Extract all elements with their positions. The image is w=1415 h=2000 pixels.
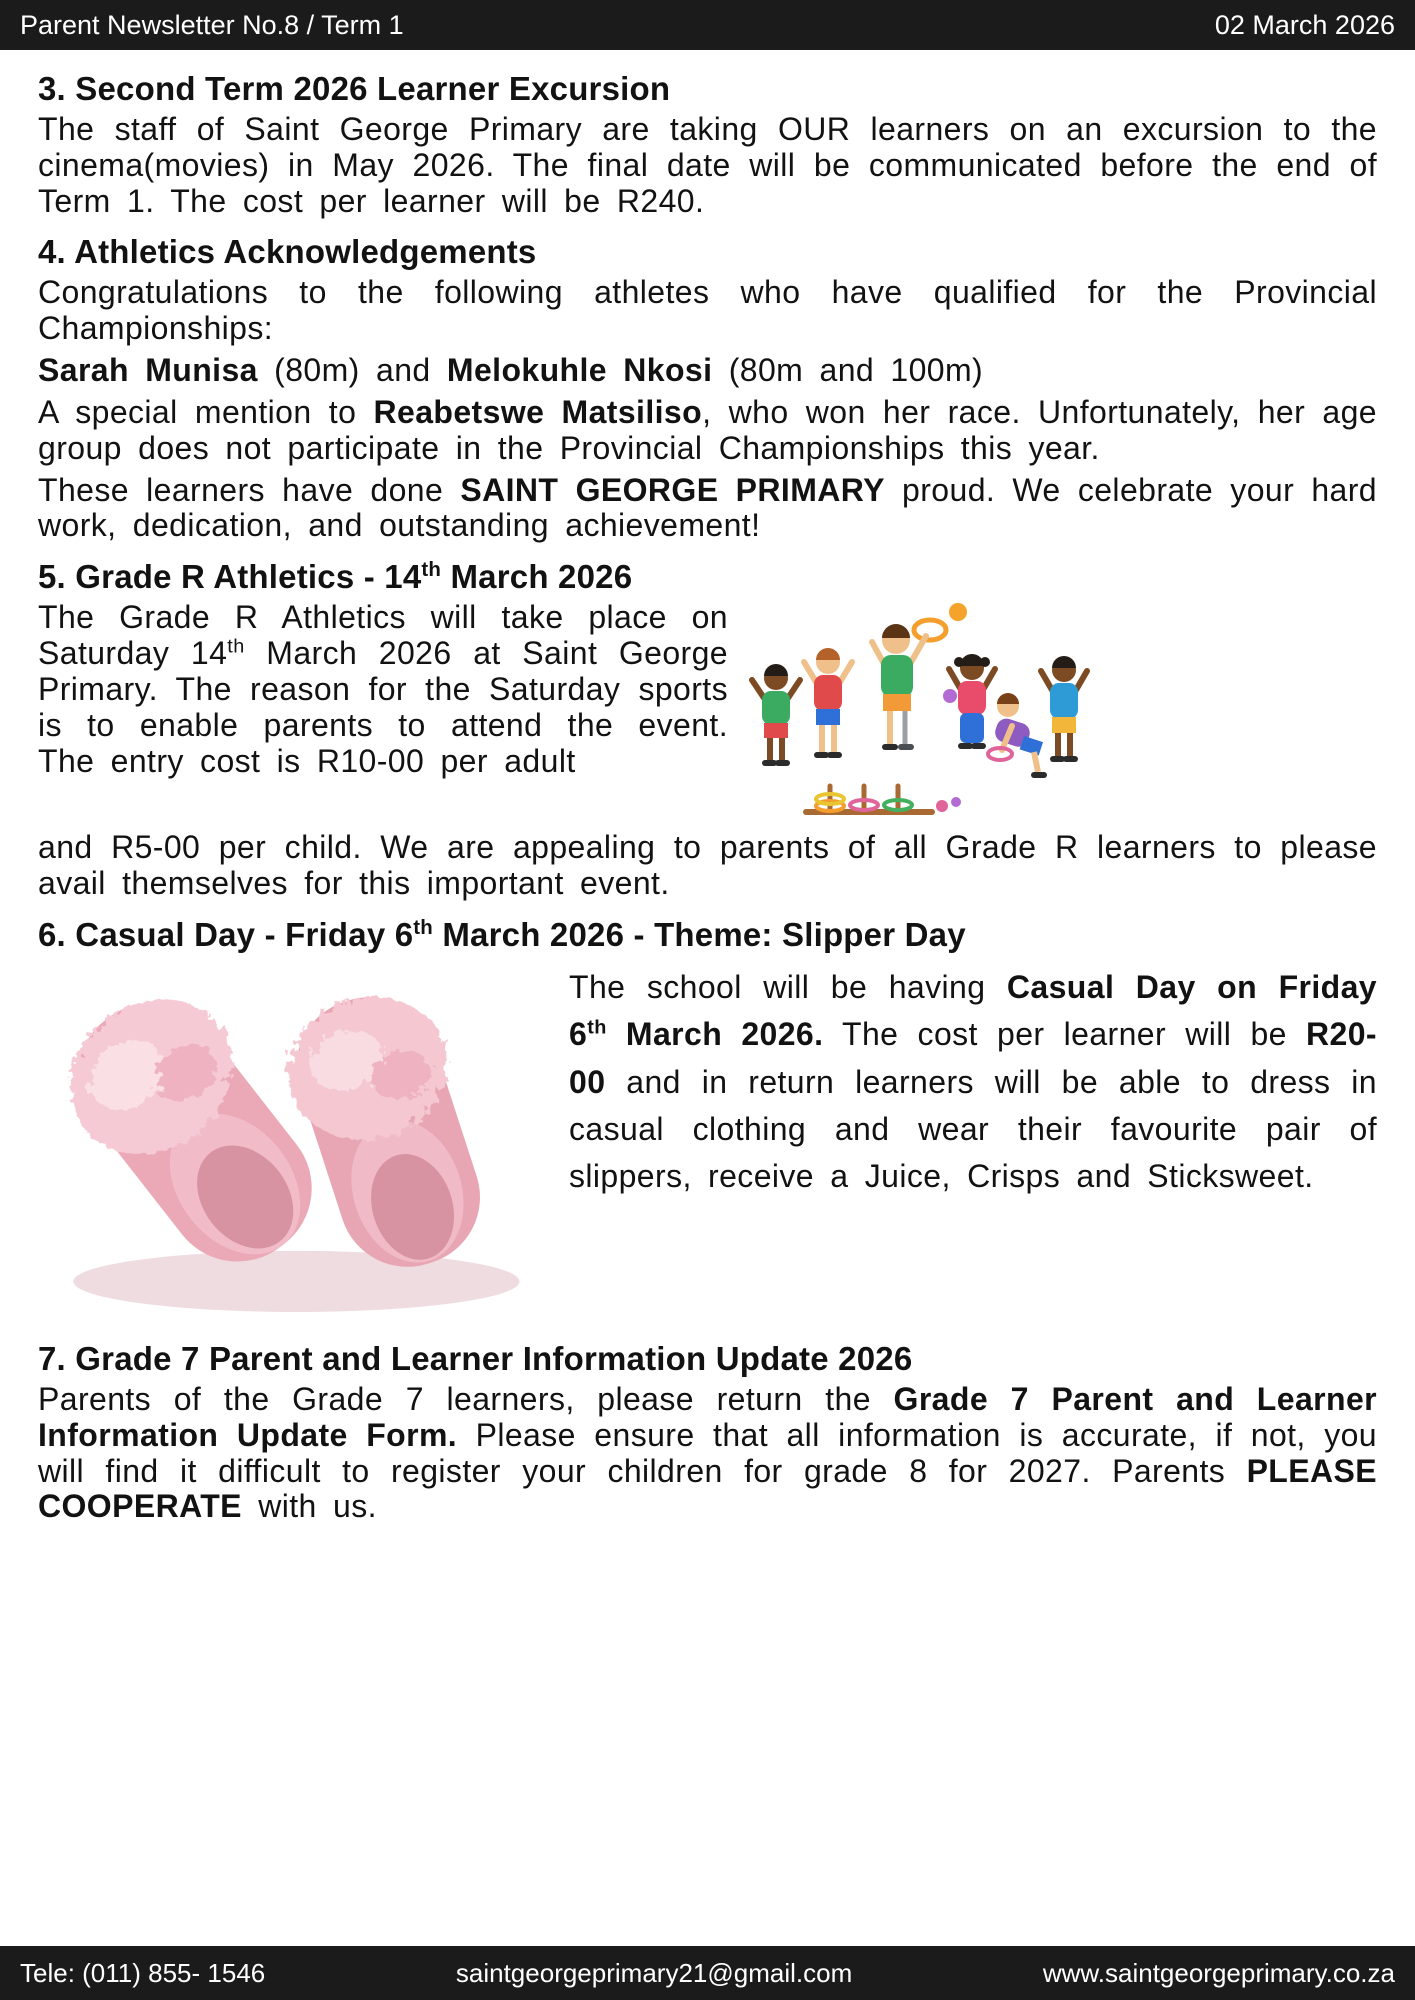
excursion-heading: 3. Second Term 2026 Learner Excursion bbox=[38, 70, 671, 107]
casual-day-row bbox=[38, 958, 1377, 1326]
footer-telephone: Tele: (011) 855- 1546 bbox=[20, 1957, 266, 1988]
slippers-photo bbox=[38, 962, 543, 1326]
casual-day-heading: 6. Casual Day - Friday 6th March 2026 - Theme: Slipper Day bbox=[38, 915, 966, 953]
section-grade-r-athletics bbox=[38, 558, 1377, 902]
kid-figure bbox=[872, 620, 946, 747]
grade7-paragraph: Parents of the Grade 7 learners, please return the Grade 7 Parent and Learner Information Update Form. Please ensure that all information is accurate, if not, you will find it difficult to register your children for grade 8 for 2027. Parents PLEASE COOPERATE with us. bbox=[38, 1381, 1378, 1525]
athletics-paragraph-mention: A special mention to Reabetswe Matsiliso, who won her race. Unfortunately, her age group does not participate in the Provincial Championships this year. bbox=[38, 393, 1377, 466]
grade-r-heading: 5. Grade R Athletics - 14th March 2026 bbox=[38, 558, 633, 596]
ball-icon bbox=[943, 689, 957, 703]
athletics-paragraph-intro: Congratulations to the following athletes who have qualified for the Provincial Championships: bbox=[38, 274, 1377, 347]
grade7-heading: 7. Grade 7 Parent and Learner Information Update 2026 bbox=[38, 1340, 913, 1377]
athletics-heading: 4. Athletics Acknowledgements bbox=[38, 233, 537, 271]
section-casual-day bbox=[38, 916, 1377, 1326]
children-playing-illustration bbox=[750, 600, 1090, 830]
athletics-illustration bbox=[750, 600, 1090, 830]
kid-figure bbox=[804, 648, 852, 755]
footer-bar bbox=[0, 1946, 1415, 2000]
athletics-paragraph-proud: These learners have done SAINT GEORGE PRIMARY proud. We celebrate your hard work, dedication, and outstanding achievement! bbox=[38, 471, 1377, 544]
section-grade7-update bbox=[38, 1340, 1377, 1525]
kid-figure bbox=[752, 664, 800, 763]
newsletter-title: Parent Newsletter No.8 / Term 1 bbox=[20, 9, 404, 40]
header-bar bbox=[0, 0, 1415, 50]
pink-slippers-image bbox=[38, 962, 543, 1326]
ring-toss-icon bbox=[806, 786, 961, 812]
slipper-right bbox=[270, 977, 507, 1288]
slipper-left bbox=[40, 967, 350, 1297]
excursion-paragraph: The staff of Saint George Primary are taking OUR learners on an excursion to the cinema(movies) in May 2026. The final date will be communicated before the end of Term 1. The cost per learner will be R240. bbox=[38, 111, 1377, 219]
newsletter-body bbox=[0, 50, 1415, 1525]
kid-figure bbox=[988, 693, 1044, 775]
grade-r-paragraph-wrapped: The Grade R Athletics will take place on Saturday 14th March 2026 at Saint George Primary. The reason for the Saturday sports is to enable parents to attend the event. The entry cost is R10-00 per adult bbox=[38, 599, 728, 779]
footer-email: saintgeorgeprimary21@gmail.com bbox=[455, 1957, 853, 1988]
footer-website: www.saintgeorgeprimary.co.za bbox=[1042, 1957, 1395, 1988]
casual-day-paragraph: The school will be having Casual Day on Friday 6th March 2026. The cost per learner will be R20-00 and in return learners will be able to dress in casual clothing and wear their favourite pair of slippers, receive a Juice, Crisps and Sticksweet. bbox=[569, 968, 1377, 1195]
newsletter-date: 02 March 2026 bbox=[1214, 9, 1395, 40]
grade-r-paragraph-continued: and R5-00 per child. We are appealing to parents of all Grade R learners to please avail themselves for this important event. bbox=[38, 829, 1377, 902]
grade-r-row bbox=[38, 600, 1377, 830]
section-athletics-acknowledgements bbox=[38, 233, 1377, 544]
kid-figure bbox=[949, 654, 995, 746]
athletics-paragraph-names: Sarah Munisa (80m) and Melokuhle Nkosi (80m and 100m) bbox=[38, 352, 984, 389]
section-excursion bbox=[38, 70, 1377, 219]
kid-figure bbox=[1041, 656, 1087, 759]
ball-icon bbox=[949, 603, 967, 621]
